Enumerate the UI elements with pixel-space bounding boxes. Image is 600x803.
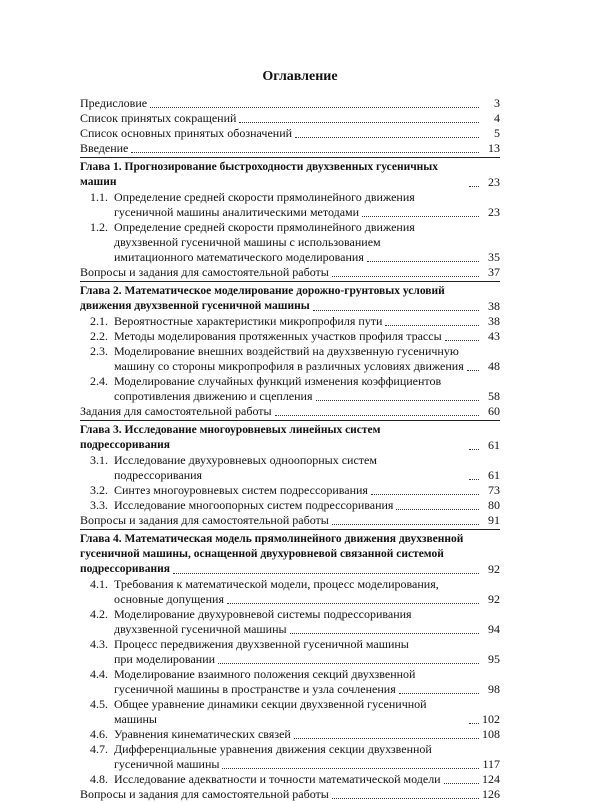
section-number: 4.6. bbox=[90, 727, 108, 741]
section-number: 3.1. bbox=[90, 453, 108, 467]
toc-page-number: 58 bbox=[488, 389, 500, 403]
divider-line bbox=[80, 157, 500, 158]
section-text bbox=[90, 220, 415, 235]
chapter-title-text: Глава 4. Математическая модель прямолинейного движения двухзвенной bbox=[80, 533, 464, 545]
section-number: 2.3. bbox=[90, 344, 108, 358]
section-text bbox=[90, 314, 382, 329]
section-title: Моделирование взаимного положения секций двухзвенной bbox=[114, 667, 416, 681]
leader-dots bbox=[469, 713, 479, 724]
section-title: Исследование адекватности и точности математической модели bbox=[114, 772, 441, 786]
section-number: 4.7. bbox=[90, 742, 108, 756]
section-text bbox=[90, 682, 396, 697]
leader-dots bbox=[294, 728, 479, 739]
section-line bbox=[90, 592, 500, 607]
section-title: Уравнения кинематических связей bbox=[114, 727, 291, 741]
section-line bbox=[90, 652, 500, 667]
toc-page-number: 61 bbox=[488, 438, 500, 452]
toc-page-number: 35 bbox=[488, 250, 500, 264]
section-title: Синтез многоуровневых систем подрессоривания bbox=[114, 483, 368, 497]
toc-page-number: 60 bbox=[488, 404, 500, 418]
section-entry bbox=[80, 577, 500, 607]
section-number: 3.2. bbox=[90, 483, 108, 497]
section-text bbox=[90, 498, 393, 513]
section-entry bbox=[80, 742, 500, 772]
section-text bbox=[90, 727, 291, 742]
chapter-title-line bbox=[80, 532, 500, 547]
toc-entry-text: Задания для самостоятельной работы bbox=[80, 404, 272, 418]
toc-page-number: 126 bbox=[482, 787, 500, 801]
section-text bbox=[90, 374, 441, 389]
toc-page-number: 108 bbox=[482, 727, 500, 741]
leader-dots bbox=[396, 499, 479, 510]
section-title: сопротивления движению и сцепления bbox=[114, 389, 313, 403]
leader-dots bbox=[362, 206, 479, 217]
section-title: Исследование двухуровневых одноопорных систем подрессоривания bbox=[114, 453, 377, 482]
section-entry bbox=[80, 314, 500, 329]
toc-page-number: 98 bbox=[488, 682, 500, 696]
toc-entry bbox=[80, 141, 500, 156]
section-text bbox=[90, 577, 439, 592]
section-text bbox=[90, 359, 464, 374]
section-title: машину со стороны микропрофиля в различных условиях движения bbox=[114, 359, 464, 373]
toc-page-number: 43 bbox=[488, 329, 500, 343]
section-title: Моделирование случайных функций изменения коэффициентов bbox=[114, 374, 442, 388]
chapter-title-line bbox=[80, 547, 500, 562]
section-title: Определение средней скорости прямолинейного движения bbox=[114, 220, 415, 234]
section-title: имитационного математического моделирования bbox=[114, 250, 364, 264]
section-number: 1.2. bbox=[90, 220, 108, 234]
section-text bbox=[90, 667, 415, 682]
section-number bbox=[90, 235, 114, 250]
section-number: 2.1. bbox=[90, 314, 108, 328]
section-entry bbox=[80, 637, 500, 667]
section-line bbox=[90, 637, 500, 652]
table-of-contents bbox=[80, 96, 500, 803]
divider-line bbox=[80, 529, 500, 530]
section-text bbox=[90, 453, 466, 483]
section-title: двухзвенной гусеничной машины с использованием bbox=[114, 235, 381, 249]
section-number bbox=[90, 592, 114, 607]
section-line bbox=[90, 667, 500, 682]
leader-dots bbox=[295, 127, 479, 138]
section-number: 2.4. bbox=[90, 374, 108, 388]
toc-entry-text: Вопросы и задания для самостоятельной работы bbox=[80, 265, 329, 279]
toc-entry-text: Предисловие bbox=[80, 96, 148, 110]
leader-dots bbox=[445, 330, 479, 341]
toc-entry-text: Список основных принятых обозначений bbox=[80, 126, 293, 140]
section-title: при моделировании bbox=[114, 652, 216, 666]
section-line bbox=[90, 344, 500, 359]
section-number bbox=[90, 652, 114, 667]
leader-dots bbox=[469, 176, 479, 187]
leader-dots bbox=[173, 563, 479, 574]
leader-dots bbox=[275, 405, 479, 416]
section-line bbox=[90, 250, 500, 265]
leader-dots bbox=[469, 439, 479, 450]
toc-entry-text: Список принятых сокращений bbox=[80, 111, 237, 125]
leader-dots bbox=[332, 788, 479, 799]
section-text bbox=[90, 205, 359, 220]
toc-entry bbox=[80, 111, 500, 126]
section-text bbox=[90, 190, 415, 205]
toc-page-number: 38 bbox=[488, 314, 500, 328]
section-text bbox=[90, 697, 466, 727]
chapter-title-text: Глава 2. Математическое моделирование дорожно-грунтовых условий bbox=[80, 285, 445, 297]
section-title: Методы моделирования протяженных участков профиля трассы bbox=[114, 329, 442, 343]
section-line bbox=[90, 374, 500, 389]
leader-dots bbox=[313, 300, 479, 311]
chapter-title-line bbox=[80, 284, 500, 299]
section-entry bbox=[80, 697, 500, 727]
toc-entry-text: подрессоривания bbox=[80, 563, 170, 575]
section-text bbox=[90, 757, 219, 772]
section-line bbox=[90, 727, 500, 742]
divider-line bbox=[80, 420, 500, 421]
section-title: гусеничной машины аналитическими методами bbox=[114, 205, 360, 219]
section-number: 4.5. bbox=[90, 697, 108, 711]
leader-dots bbox=[467, 360, 479, 371]
section-number: 2.2. bbox=[90, 329, 108, 343]
section-text bbox=[90, 235, 381, 250]
section-number: 1.1. bbox=[90, 190, 108, 204]
toc-page-number: 102 bbox=[482, 712, 500, 726]
section-number bbox=[90, 389, 114, 404]
section-line bbox=[90, 389, 500, 404]
section-line bbox=[90, 359, 500, 374]
section-text bbox=[90, 250, 364, 265]
leader-dots bbox=[332, 514, 479, 525]
chapter-block bbox=[80, 532, 500, 802]
chapter-title bbox=[80, 562, 500, 577]
section-entry bbox=[80, 772, 500, 787]
toc-page-number: 48 bbox=[488, 359, 500, 373]
section-line bbox=[90, 697, 500, 727]
section-title: Общее уравнение динамики секции двухзвенной гусеничной машины bbox=[114, 697, 427, 726]
toc-page-number: 4 bbox=[494, 111, 500, 125]
toc-page-number: 117 bbox=[482, 757, 500, 771]
page-title: Оглавление bbox=[262, 69, 338, 84]
section-text bbox=[90, 607, 412, 622]
section-line bbox=[90, 757, 500, 772]
section-number: 4.2. bbox=[90, 607, 108, 621]
section-entry bbox=[80, 483, 500, 498]
section-line bbox=[90, 205, 500, 220]
section-title: Дифференциальные уравнения движения секции двухзвенной bbox=[114, 742, 432, 756]
section-entry bbox=[80, 453, 500, 483]
section-number: 4.1. bbox=[90, 577, 108, 591]
toc-page-number: 13 bbox=[488, 141, 500, 155]
toc-page-number: 92 bbox=[488, 592, 500, 606]
toc-page-number: 73 bbox=[488, 483, 500, 497]
leader-dots bbox=[131, 142, 479, 153]
section-number: 3.3. bbox=[90, 498, 108, 512]
section-entry bbox=[80, 667, 500, 697]
section-line bbox=[90, 498, 500, 513]
section-entry bbox=[80, 607, 500, 637]
section-entry bbox=[80, 498, 500, 513]
toc-page-number: 124 bbox=[482, 772, 500, 786]
section-title: Исследование многоопорных систем подрессоривания bbox=[114, 498, 394, 512]
section-title: Моделирование двухуровневой системы подрессоривания bbox=[114, 607, 412, 621]
toc-entry bbox=[80, 265, 500, 280]
section-line bbox=[90, 453, 500, 483]
toc-page-number: 23 bbox=[488, 205, 500, 219]
toc-page-number: 92 bbox=[488, 562, 500, 576]
leader-dots bbox=[367, 251, 479, 262]
section-title: Моделирование внешних воздействий на двухзвенную гусеничную bbox=[114, 344, 459, 358]
toc-entry-text: Глава 3. Исследование многоуровневых линейных систем подрессоривания bbox=[80, 424, 381, 451]
section-entry bbox=[80, 374, 500, 404]
toc-entry-text: Глава 1. Прогнозирование быстроходности двухзвенных гусеничных машин bbox=[80, 161, 439, 188]
chapter-title bbox=[80, 160, 500, 190]
section-title: Процесс передвижения двухзвенной гусеничной машины bbox=[114, 637, 409, 651]
section-number bbox=[90, 205, 114, 220]
chapter-block bbox=[80, 160, 500, 280]
toc-page-number: 91 bbox=[488, 513, 500, 527]
toc-page-number: 5 bbox=[494, 126, 500, 140]
section-title: Определение средней скорости прямолинейного движения bbox=[114, 190, 415, 204]
section-title: гусеничной машины bbox=[114, 757, 220, 771]
section-number bbox=[90, 622, 114, 637]
section-line bbox=[90, 772, 500, 787]
section-number: 4.4. bbox=[90, 667, 108, 681]
section-line bbox=[90, 682, 500, 697]
chapter-title-text: гусеничной машины, оснащенной двухуровневой связанной системой bbox=[80, 548, 444, 560]
toc-page-number: 94 bbox=[488, 622, 500, 636]
section-number: 4.3. bbox=[90, 637, 108, 651]
chapter-title bbox=[80, 299, 500, 314]
section-text bbox=[90, 329, 442, 344]
leader-dots bbox=[332, 266, 479, 277]
leader-dots bbox=[469, 469, 479, 480]
chapter-block bbox=[80, 423, 500, 528]
leader-dots bbox=[227, 593, 479, 604]
toc-page-number: 23 bbox=[488, 175, 500, 189]
section-title: Требования к математической модели, процесс моделирования, bbox=[114, 577, 439, 591]
section-number bbox=[90, 250, 114, 265]
section-line bbox=[90, 314, 500, 329]
leader-dots bbox=[444, 773, 479, 784]
section-text bbox=[90, 344, 459, 359]
section-line bbox=[90, 220, 500, 235]
section-number bbox=[90, 682, 114, 697]
section-line bbox=[90, 607, 500, 622]
section-text bbox=[90, 389, 313, 404]
section-line bbox=[90, 190, 500, 205]
toc-page-number: 3 bbox=[494, 96, 500, 110]
leader-dots bbox=[399, 683, 479, 694]
section-line bbox=[90, 329, 500, 344]
section-text bbox=[90, 483, 368, 498]
section-text bbox=[90, 592, 224, 607]
toc-entry-text: Вопросы и задания для самостоятельной работы bbox=[80, 513, 329, 527]
section-number bbox=[90, 757, 114, 772]
leader-dots bbox=[316, 390, 480, 401]
leader-dots bbox=[239, 112, 479, 123]
chapter-block bbox=[80, 284, 500, 419]
leader-dots bbox=[222, 758, 479, 769]
toc-page-number: 37 bbox=[488, 265, 500, 279]
toc-entry-text: Вопросы и задания для самостоятельной работы bbox=[80, 787, 329, 801]
toc-entry bbox=[80, 126, 500, 141]
section-title: основные допущения bbox=[114, 592, 224, 606]
toc-entry-text: движения двухзвенной гусеничной машины bbox=[80, 300, 310, 312]
toc-page-number: 61 bbox=[488, 468, 500, 482]
toc-page-number: 95 bbox=[488, 652, 500, 666]
section-text bbox=[90, 622, 287, 637]
section-number bbox=[90, 359, 114, 374]
leader-dots bbox=[150, 97, 479, 108]
toc-page-number: 80 bbox=[488, 498, 500, 512]
section-line bbox=[90, 483, 500, 498]
leader-dots bbox=[290, 623, 479, 634]
section-entry bbox=[80, 190, 500, 220]
section-title: Вероятностные характеристики микропрофиля пути bbox=[114, 314, 383, 328]
leader-dots bbox=[371, 484, 479, 495]
divider-line bbox=[80, 281, 500, 282]
toc-entry-text: Введение bbox=[80, 141, 129, 155]
section-line bbox=[90, 622, 500, 637]
chapter-title bbox=[80, 423, 500, 453]
section-text bbox=[90, 772, 441, 787]
toc-entry bbox=[80, 513, 500, 528]
leader-dots bbox=[218, 653, 479, 664]
section-line bbox=[90, 577, 500, 592]
section-title: двухзвенной гусеничной машины bbox=[114, 622, 287, 636]
section-number: 4.8. bbox=[90, 772, 108, 786]
toc-page-number: 38 bbox=[488, 299, 500, 313]
toc-entry bbox=[80, 787, 500, 802]
section-entry bbox=[80, 727, 500, 742]
section-title: гусеничной машины в пространстве и узла сочленения bbox=[114, 682, 396, 696]
section-entry bbox=[80, 220, 500, 265]
section-entry bbox=[80, 329, 500, 344]
section-text bbox=[90, 652, 215, 667]
toc-entry bbox=[80, 96, 500, 111]
section-text bbox=[90, 637, 409, 652]
toc-entry bbox=[80, 404, 500, 419]
section-entry bbox=[80, 344, 500, 374]
section-line bbox=[90, 235, 500, 250]
leader-dots bbox=[385, 315, 479, 326]
